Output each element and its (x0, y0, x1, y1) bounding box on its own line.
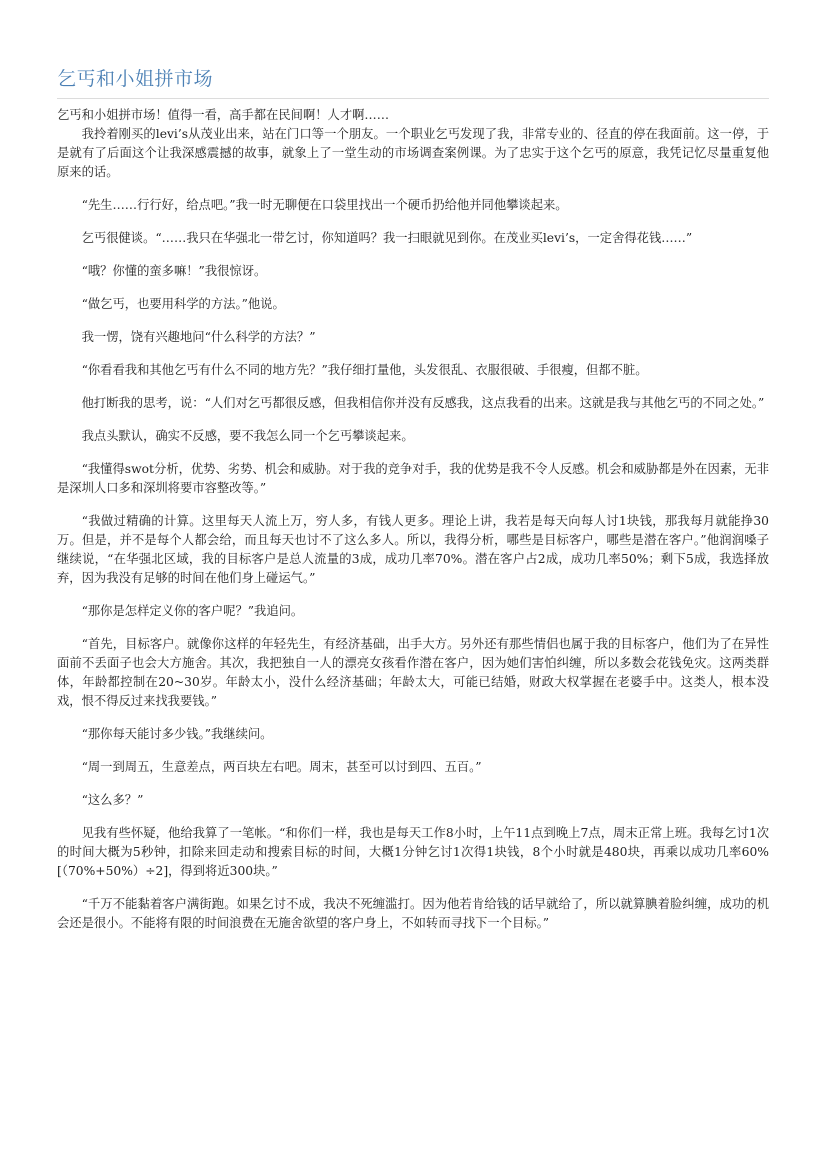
article-paragraph: 乞丐和小姐拼市场！值得一看，高手都在民间啊！人才啊…… (57, 108, 390, 122)
article-paragraph: “你看看我和其他乞丐有什么不同的地方先？”我仔细打量他，头发很乱、衣服很破、手很瘦，但都不脏。 (81, 363, 648, 377)
article-paragraph: 我拎着刚买的levi’s从茂业出来，站在门口等一个朋友。一个职业乞丐发现了我，非常专业的、径直的停在我面前。这一停，于是就有了后面这个让我深感震撼的故事，就象上了一堂生动的市场调查案例课。为了忠实于这个乞丐的原意，我凭记忆尽量重复他原来的话。 (57, 127, 769, 179)
title-divider (57, 98, 769, 99)
article-paragraph: “我做过精确的计算。这里每天人流上万，穷人多，有钱人更多。理论上讲，我若是每天向每人讨1块钱，那我每月就能挣30万。但是，并不是每个人都会给，而且每天也讨不了这么多人。所以，我得分析，哪些是目标客户，哪些是潜在客户。”他润润嗓子继续说，“在华强北区域，我的目标客户是总人流量的3成，成功几率70%。潜在客户占2成，成功几率50%；剩下5成，我选择放弃，因为我没有足够的时间在他们身上碰运气。” (57, 514, 769, 585)
article-paragraph: “首先，目标客户。就像你这样的年轻先生，有经济基础，出手大方。另外还有那些情侣也属于我的目标客户，他们为了在异性面前不丢面子也会大方施舍。其次，我把独自一人的漂亮女孩看作潜在客户，因为她们害怕纠缠，所以多数会花钱免灾。这两类群体，年龄都控制在20~30岁。年龄太小，没什么经济基础；年龄太大，可能已结婚，财政大权掌握在老婆手中。这类人，根本没戏，恨不得反过来找我要钱。” (57, 637, 769, 708)
article-paragraph: “千万不能黏着客户满街跑。如果乞讨不成，我决不死缠滥打。因为他若肯给钱的话早就给了，所以就算腆着脸纠缠，成功的机会还是很小。不能将有限的时间浪费在无施舍欲望的客户身上，不如转而寻找下一个目标。” (57, 897, 769, 930)
article-paragraph: “我懂得swot分析，优势、劣势、机会和威胁。对于我的竞争对手，我的优势是我不令人反感。机会和威胁都是外在因素，无非是深圳人口多和深圳将要市容整改等。” (57, 462, 769, 495)
article-title: 乞丐和小姐拼市场 (57, 68, 214, 90)
article-paragraph: “周一到周五，生意差点，两百块左右吧。周末，甚至可以讨到四、五百。” (81, 760, 482, 774)
article-paragraph: 我点头默认，确实不反感，要不我怎么同一个乞丐攀谈起来。 (81, 429, 414, 443)
article-paragraph: “哦？你懂的蛮多嘛！”我很惊讶。 (81, 264, 267, 278)
article-paragraph: “那你每天能讨多少钱。”我继续问。 (81, 727, 273, 741)
article-paragraph: “做乞丐，也要用科学的方法。”他说。 (81, 297, 285, 311)
article-paragraph: 乞丐很健谈。“……我只在华强北一带乞讨，你知道吗？我一扫眼就见到你。在茂业买levi’s，一定舍得花钱……” (81, 231, 693, 245)
article-paragraph: 我一愣，饶有兴趣地问“什么科学的方法？” (81, 330, 316, 344)
article-paragraph: “这么多？” (81, 793, 144, 807)
article-paragraph: 他打断我的思考，说：“人们对乞丐都很反感，但我相信你并没有反感我，这点我看的出来。这就是我与其他乞丐的不同之处。” (81, 396, 765, 410)
article-paragraph: “那你是怎样定义你的客户呢？”我追问。 (81, 604, 304, 618)
article-body (57, 106, 769, 947)
article-paragraph: “先生……行行好，给点吧。”我一时无聊便在口袋里找出一个硬币扔给他并同他攀谈起来。 (81, 198, 568, 212)
article-paragraph: 见我有些怀疑，他给我算了一笔帐。“和你们一样，我也是每天工作8小时，上午11点到晚上7点，周末正常上班。我每乞讨1次的时间大概为5秒钟，扣除来回走动和搜索目标的时间，大概1分钟乞讨1次得1块钱，8个小时就是480块，再乘以成功几率60%[（70%+50%）÷2]，得到将近300块。” (57, 826, 769, 878)
